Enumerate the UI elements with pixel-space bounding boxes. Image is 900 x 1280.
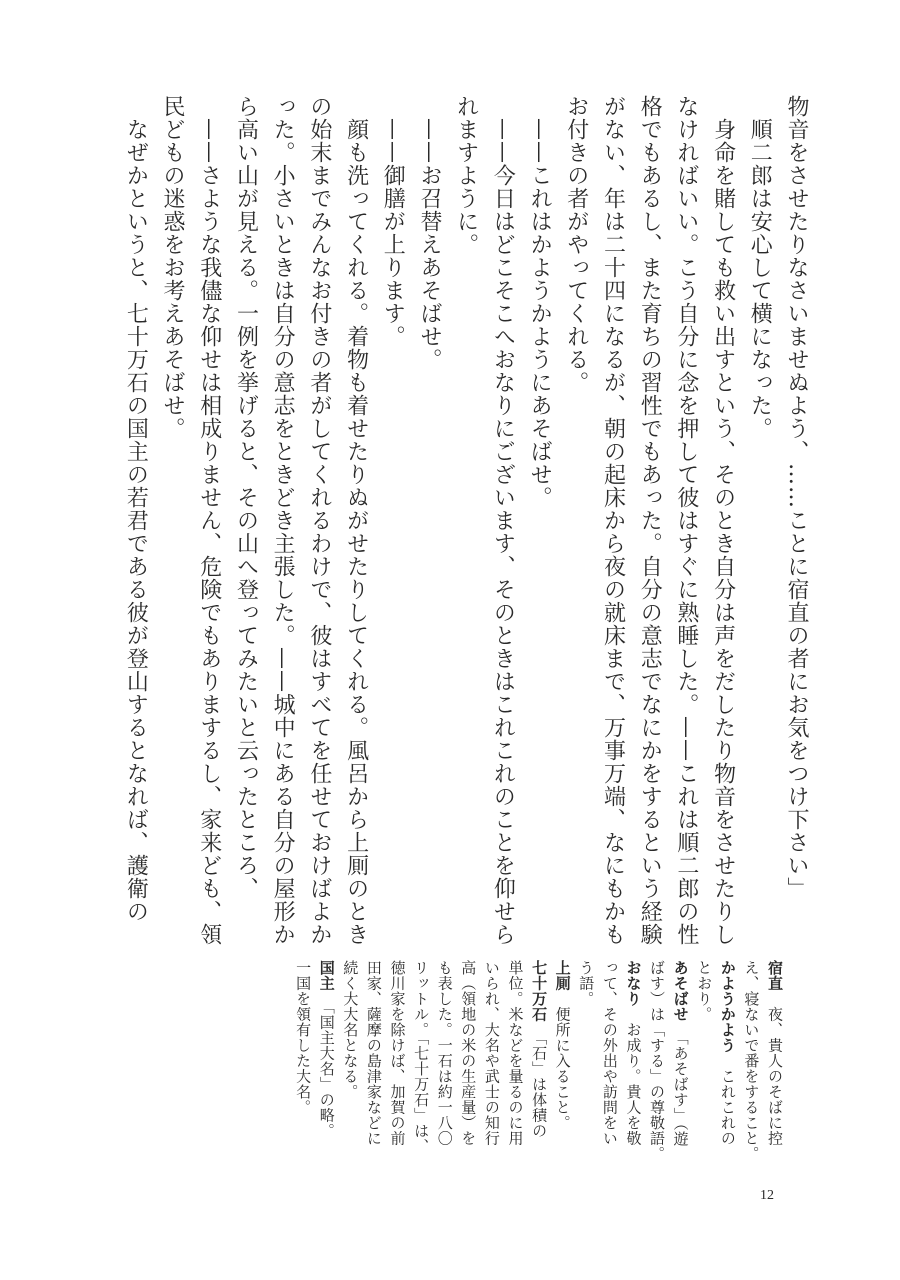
footnote-column	[432, 960, 456, 1175]
footnote-column	[361, 960, 385, 1175]
footnote-term: 宿直	[766, 960, 784, 991]
footnote-text: リットル。「七十万石」は、	[412, 960, 431, 1154]
footnote-column	[338, 960, 362, 1175]
footnote-column	[762, 960, 786, 1175]
footnote-text: これこれの	[718, 1053, 737, 1146]
footnote-text: 「国主大名」の略。	[317, 991, 336, 1139]
body-column: なぜかというと、七十万石の国主の若君である彼が登山するとなれば、護衛の	[123, 95, 149, 923]
footnote-column	[644, 960, 668, 1175]
footnote-text: も表した。一石は約一八〇	[435, 960, 454, 1146]
footnote-text: いられ、大名や武士の知行	[482, 960, 501, 1146]
footnote-text: 「あそばす」（遊	[671, 1022, 690, 1147]
footnote-column	[503, 960, 527, 1175]
body-column: お付きの者がやってくれる。	[563, 95, 589, 394]
footnote-text: 田家、薩摩の島津家などに	[364, 960, 383, 1146]
body-column: 順二郎は安心して横になった。	[747, 95, 773, 440]
footnote-text: 夜、貴人のそばに控	[766, 991, 784, 1146]
footnote-column	[597, 960, 621, 1175]
body-column: 民どもの迷惑をお考えあそばせ。	[160, 95, 186, 440]
body-column: 格でもあるし、また育ちの習性でもあった。自分の意志でなにかをするという経験	[637, 95, 663, 946]
footnote-column	[621, 960, 645, 1175]
footnote-text: お成り。貴人を敬	[624, 1006, 643, 1146]
body-column: の始末までみんなお付きの者がしてくれるわけで、彼はすべてを任せておけばよか	[306, 95, 332, 946]
footnote-term: かようかよう	[718, 960, 737, 1053]
footnote-column	[739, 960, 763, 1175]
footnote-text: 高（領地の米の生産量）を	[459, 960, 478, 1146]
footnote-text: 単位。米などを量るのに用	[506, 960, 525, 1146]
footnote-column	[479, 960, 503, 1175]
body-column: ら高い山が見える。一例を挙げると、その山へ登ってみたいと云ったところ、	[233, 95, 259, 900]
body-column: った。小さいときは自分の意志をときどき主張した。——城中にある自分の屋形か	[270, 95, 296, 946]
footnote-text: 「石」は体積の	[530, 1022, 549, 1139]
footnote-column	[526, 960, 550, 1175]
footnote-column	[314, 960, 338, 1175]
body-column: ——さような我儘な仰せは相成りません、危険でもありまするし、家来ども、領	[196, 95, 222, 946]
footnote-term: 国主	[317, 960, 336, 991]
page-number: 12	[760, 1188, 774, 1203]
body-column: れますように。	[453, 95, 479, 256]
footnote-text: う語。	[577, 960, 596, 1007]
footnote-column	[456, 960, 480, 1175]
footnote-column	[574, 960, 598, 1175]
body-column: 物音をさせたりなさいませぬよう、……ことに宿直の者にお気をつけ下さい」	[784, 95, 809, 900]
body-column: ——今日はどこそこへおなりにございます、そのときはこれこれのことを仰せら	[490, 95, 516, 946]
footnote-column	[550, 960, 574, 1175]
body-column: 顔も洗ってくれる。着物も着せたりぬがせたりしてくれる。風呂から上厠のとき	[343, 95, 369, 946]
footnote-text: 便所に入ること。	[553, 991, 572, 1131]
footnote-column	[291, 960, 315, 1175]
footnote-text: とおり。	[695, 960, 714, 1022]
footnote-text: ばす）は「する」の尊敬語。	[648, 960, 667, 1162]
footnote-column	[409, 960, 433, 1175]
footnote-text: 一国を領有した大名。	[294, 960, 313, 1115]
body-column: ——お召替えあそばせ。	[416, 95, 442, 371]
body-column: がない、年は二十四になるが、朝の起床から夜の就床まで、万事万端、なにもかも	[600, 95, 626, 946]
footnote-column	[692, 960, 716, 1175]
body-column: ——これはかようかようにあそばせ。	[527, 95, 553, 509]
body-column: 身命を賭しても救い出すという、そのとき自分は声をだしたり物音をさせたりし	[710, 95, 736, 946]
footnote-term: 七十万石	[530, 960, 549, 1022]
footnote-term: 上厠	[553, 960, 572, 991]
footnote-column	[715, 960, 739, 1175]
footnote-term: あそばせ	[671, 960, 690, 1022]
footnotes	[106, 960, 786, 1175]
footnote-text: 徳川家を除けば、加賀の前	[388, 960, 407, 1146]
footnote-column	[385, 960, 409, 1175]
body-column: ——御膳が上ります。	[380, 95, 406, 348]
footnote-text: って、その外出や訪問をい	[600, 960, 619, 1146]
footnote-term: おなり	[624, 960, 643, 1007]
footnote-text: え、寝ないで番をすること。	[742, 960, 761, 1162]
footnote-text: 続く大大名となる。	[341, 960, 360, 1100]
footnote-column	[668, 960, 692, 1175]
main-body-text	[114, 95, 814, 955]
body-column: なければいい。こう自分に念を押して彼はすぐに熟睡した。——これは順二郎の性	[673, 95, 699, 946]
